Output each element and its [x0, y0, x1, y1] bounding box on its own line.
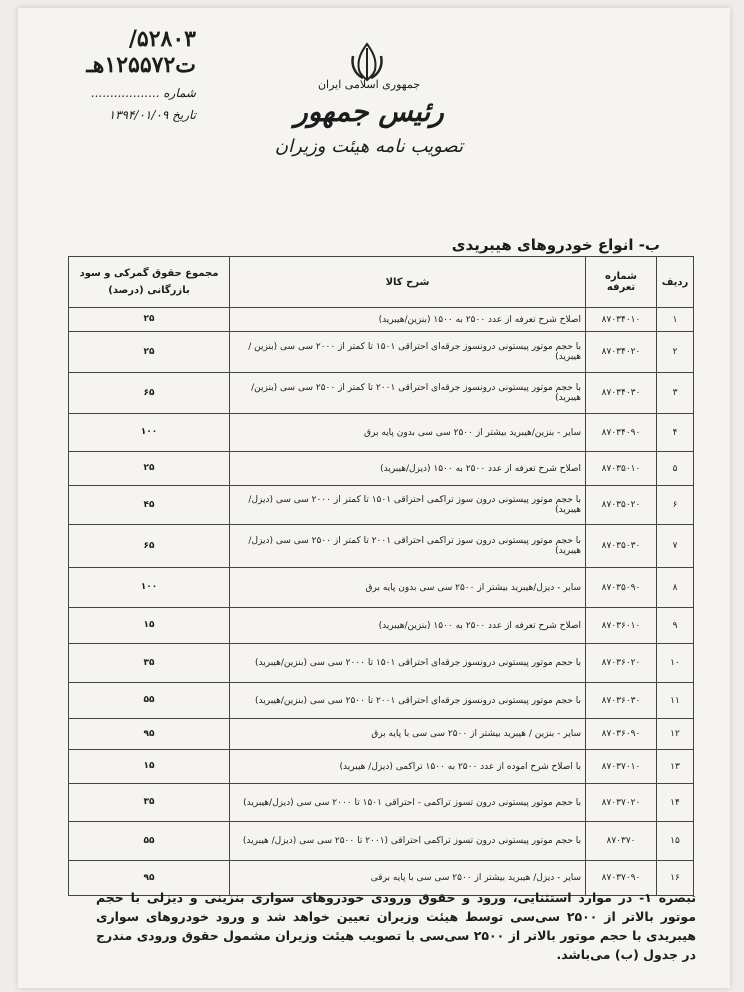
row-number-cell: ۳ [657, 373, 694, 414]
reference-block [26, 26, 196, 122]
duty-cell: ۱۰۰ [69, 414, 230, 452]
duty-cell: ۱۵ [69, 750, 230, 784]
tariff-code-cell: ۸۷۰۳۶۰۳۰ [586, 683, 657, 719]
table-row [69, 373, 694, 414]
tariff-code-cell: ۸۷۰۳۷۰۲۰ [586, 784, 657, 822]
duty-cell: ۶۵ [69, 525, 230, 568]
header-tariff-code: شماره تعرفه [586, 257, 657, 308]
table-row [69, 568, 694, 608]
row-number-cell: ۱ [657, 308, 694, 332]
section-title: ب- انواع خودروهای هیبریدی [451, 236, 660, 254]
row-number-cell: ۱۴ [657, 784, 694, 822]
duty-cell: ۵۵ [69, 822, 230, 861]
number-field: شماره .................. [90, 86, 196, 100]
row-number-cell: ۴ [657, 414, 694, 452]
tariff-code-cell: ۸۷۰۳۵۰۲۰ [586, 486, 657, 525]
description-cell: با حجم موتور پیستونی درونسوز جرقه‌ای احتراقی ۲۰۰۱ تا ۲۵۰۰ سی سی (بنزین/هیبرید) [230, 683, 586, 719]
description-cell: با حجم موتور پیستونی درون تسوز تراکمی - احتراقی ۱۵۰۱ تا ۲۰۰۰ سی سی (دیزل/هیبرید) [230, 784, 586, 822]
table-body [69, 308, 694, 896]
duty-cell: ۹۵ [69, 719, 230, 750]
table-row [69, 750, 694, 784]
tariff-code-cell: ۸۷۰۳۴۰۲۰ [586, 332, 657, 373]
description-cell: سایر - دیزل/هیبرید بیشتر از ۲۵۰۰ سی سی بدون پایه برق [230, 568, 586, 608]
table-header-row [69, 257, 694, 308]
president-title: رئیس جمهور [294, 95, 444, 128]
table-row [69, 486, 694, 525]
description-cell: سایر - بنزین / هیبرید بیشتر از ۲۵۰۰ سی سی با پایه برق [230, 719, 586, 750]
description-cell: اصلاح شرح تعرفه از عدد ۲۵۰۰ به ۱۵۰۰ (بنزین/هیبرید) [230, 308, 586, 332]
row-number-cell: ۲ [657, 332, 694, 373]
description-cell: با حجم موتور پیستونی درونسوز جرقه‌ای احتراقی ۲۰۰۱ تا کمتر از ۲۵۰۰ سی سی (بنزین/هیبرید) [230, 373, 586, 414]
row-number-cell: ۱۵ [657, 822, 694, 861]
row-number-cell: ۱۰ [657, 644, 694, 683]
tariff-code-cell: ۸۷۰۳۵۰۳۰ [586, 525, 657, 568]
duty-cell: ۹۵ [69, 861, 230, 896]
header-duty: مجموع حقوق گمرکی و سود بازرگانی (درصد) [69, 257, 230, 308]
row-number-cell: ۷ [657, 525, 694, 568]
table-row [69, 452, 694, 486]
reference-number: ۵۲۸۰۳/ت۱۲۵۵۷۲هـ [86, 26, 196, 78]
duty-cell: ۲۵ [69, 452, 230, 486]
duty-cell: ۱۵ [69, 608, 230, 644]
table-row [69, 608, 694, 644]
description-cell: با حجم موتور پیستونی درون سوز تراکمی احتراقی ۲۰۰۱ تا کمتر از ۲۵۰۰ سی سی (دیزل/هیبرید) [230, 525, 586, 568]
tariff-code-cell: ۸۷۰۳۶۰۱۰ [586, 608, 657, 644]
table-row [69, 822, 694, 861]
letterhead [244, 78, 494, 157]
table-row [69, 784, 694, 822]
row-number-cell: ۱۶ [657, 861, 694, 896]
note-paragraph: تبصره ۱- در موارد استثنایی، ورود و حقوق ورودی خودروهای سواری بنزینی و دیزلی با حجم موتور بالاتر از ۲۵۰۰ سی‌سی توسط هیئت وزیران تعیین خواهد شد و ورود خودروهای سواری هیبریدی با حجم موتور بالاتر از ۲۵۰۰ سی‌سی با تصویب هیئت وزیران مشمول حقوق ورودی مندرج در جدول (ب) می‌باشد. [96, 890, 697, 962]
tariff-code-cell: ۸۷۰۳۵۰۱۰ [586, 452, 657, 486]
tariff-table [68, 256, 694, 896]
republic-label: جمهوری اسلامی ایران [317, 78, 421, 91]
tariff-code-cell: ۸۷۰۳۵۰۹۰ [586, 568, 657, 608]
row-number-cell: ۹ [657, 608, 694, 644]
duty-cell: ۳۵ [69, 784, 230, 822]
tariff-code-cell: ۸۷۰۳۴۰۱۰ [586, 308, 657, 332]
duty-cell: ۲۵ [69, 332, 230, 373]
table-row [69, 332, 694, 373]
description-cell: با حجم موتور پیستونی درونسوز جرقه‌ای احتراقی ۱۵۰۱ تا ۲۰۰۰ سی سی (بنزین/هیبرید) [230, 644, 586, 683]
tariff-code-cell: ۸۷۰۳۷۰۱۰ [586, 750, 657, 784]
tariff-code-cell: ۸۷۰۳۶۰۲۰ [586, 644, 657, 683]
description-cell: با اصلاح شرح اموده از عدد ۲۵۰۰ به ۱۵۰۰ تراکمی (دیزل/ هیبرید) [230, 750, 586, 784]
description-cell: اصلاح شرح تعرفه از عدد ۲۵۰۰ به ۱۵۰۰ (بنزین/هیبرید) [230, 608, 586, 644]
description-cell: اصلاح شرح تعرفه از عدد ۲۵۰۰ به ۱۵۰۰ (دیزل/هیبرید) [230, 452, 586, 486]
table-row [69, 525, 694, 568]
cabinet-title: تصویب نامه هیئت وزیران [274, 136, 464, 157]
description-cell: سایر - بنزین/هیبرید بیشتر از ۲۵۰۰ سی سی بدون پایه برق [230, 414, 586, 452]
description-cell: با حجم موتور پیستونی درون تسوز تراکمی احتراقی (۲۰۰۱ تا ۲۵۰۰ سی سی (دیزل/ هیبرید) [230, 822, 586, 861]
document-page [18, 8, 730, 988]
tariff-code-cell: ۸۷۰۳۷۰۹۰ [586, 861, 657, 896]
description-cell: با حجم موتور پیستونی درون سوز تراکمی احتراقی ۱۵۰۱ تا کمتر از ۲۰۰۰ سی سی (دیزل/هیبرید) [230, 486, 586, 525]
row-number-cell: ۶ [657, 486, 694, 525]
tariff-code-cell: ۸۷۰۳۴۰۳۰ [586, 373, 657, 414]
row-number-cell: ۵ [657, 452, 694, 486]
description-cell: سایر - دیزل/ هیبرید بیشتر از ۲۵۰۰ سی سی با پایه برقی [230, 861, 586, 896]
row-number-cell: ۱۳ [657, 750, 694, 784]
tariff-code-cell: ۸۷۰۳۴۰۹۰ [586, 414, 657, 452]
row-number-cell: ۱۱ [657, 683, 694, 719]
header-description: شرح کالا [230, 257, 586, 308]
duty-cell: ۲۵ [69, 308, 230, 332]
duty-cell: ۱۰۰ [69, 568, 230, 608]
description-cell: با حجم موتور پیستونی درونسوز جرقه‌ای احتراقی ۱۵۰۱ تا کمتر از ۲۰۰۰ سی سی (بنزین / هیبرید) [230, 332, 586, 373]
date-field: تاریخ ۱۳۹۴/۰۱/۰۹ [108, 108, 196, 122]
table-row [69, 644, 694, 683]
table-row [69, 308, 694, 332]
tariff-code-cell: ۸۷۰۳۷۰ [586, 822, 657, 861]
row-number-cell: ۱۲ [657, 719, 694, 750]
table-row [69, 719, 694, 750]
duty-cell: ۳۵ [69, 644, 230, 683]
table-row [69, 683, 694, 719]
duty-cell: ۵۵ [69, 683, 230, 719]
duty-cell: ۶۵ [69, 373, 230, 414]
duty-cell: ۴۵ [69, 486, 230, 525]
row-number-cell: ۸ [657, 568, 694, 608]
header-row-number: ردیف [657, 257, 694, 308]
tariff-code-cell: ۸۷۰۳۶۰۹۰ [586, 719, 657, 750]
table-row [69, 414, 694, 452]
